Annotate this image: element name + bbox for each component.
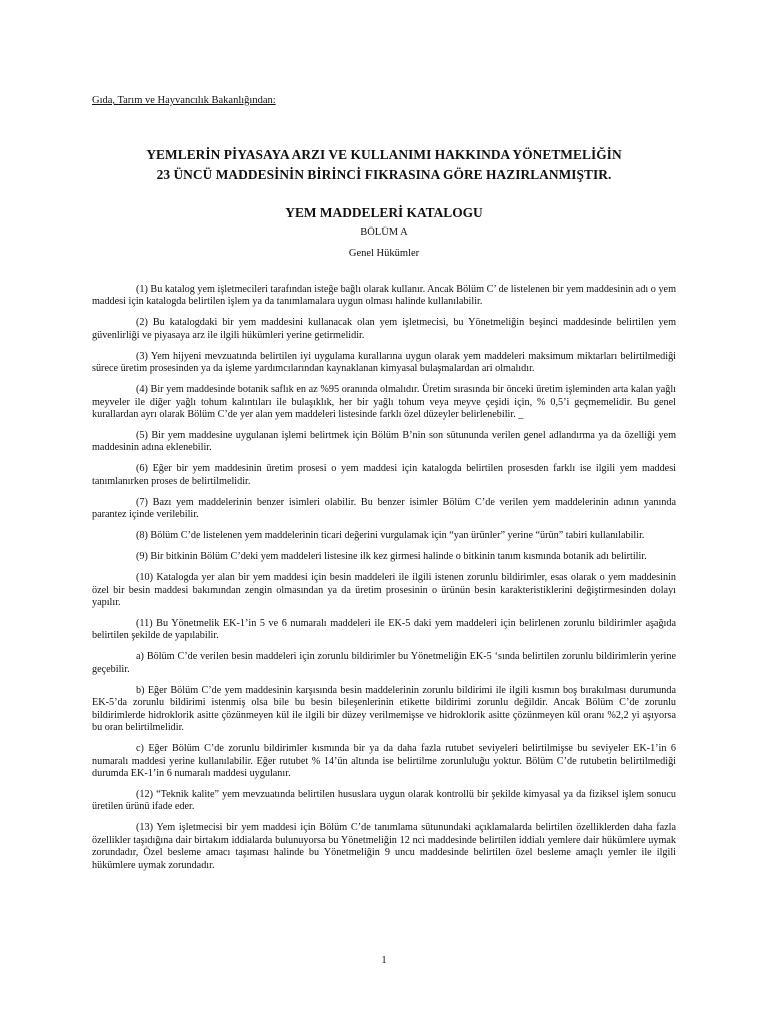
paragraph-9: (9) Bir bitkinin Bölüm C’deki yem maddeleri listesine ilk kez girmesi halinde o bitkinin tanım kısmında botanik adı belirtilir. (136, 551, 647, 563)
paragraph-12: (12) “Teknik kalite” yem mevzuatında belirtilen hususlara uygun olarak kontrollü bir şekilde kimyasal ya da fiziksel işlem sonucu üretilen ürünü ifade eder. (92, 788, 676, 813)
regulation-title-line-2: 23 ÜNCÜ MADDESİNİN BİRİNCİ FIKRASINA GÖRE HAZIRLANMIŞTIR. (156, 167, 612, 182)
paragraph-6: (6) Eğer bir yem maddesinin üretim prosesi o yem maddesi için katalogda belirtilen prosesden farklı ise ilgili yem maddesi tanımlanırken proses de belirtilmelidir. (92, 463, 676, 487)
paragraph-1: (1) Bu katalog yem işletmecileri tarafından isteğe bağlı olarak kullanır. Ancak Bölüm C’ de listelenen bir yem maddesinin adı o yem maddesi için katalogda belirtilen işlem ya da tanımlamalara uygun olması halinde kullanılabilir. (92, 284, 676, 308)
paragraph-10: (10) Katalogda yer alan bir yem maddesi için besin maddeleri ile ilgili istenen zorunlu bildirimler, esas olarak o yem maddesinin özel bir besin maddesi bakımından zengin olmasından ya da üretim prosesinin o ürünün besin karakteristiklerini değiştirmesinden dolayı yapılır. (92, 572, 676, 609)
paragraph-5: (5) Bir yem maddesine uygulanan işlemi belirtmek için Bölüm B’nin son sütununda verilen genel adlandırma ya da özelliği yem maddesinin adına eklenebilir. (92, 430, 676, 454)
paragraph-11c: c) Eğer Bölüm C’de zorunlu bildirimler kısmında bir ya da daha fazla rutubet seviyeleri belirtilmişse bu seviyeler EK-1’in 6 numaralı maddesi yerine kullanılabilir. Eğer rutubet % 14’ün altında ise belirtilme zorunluluğu yoktur. Bölüm C’de rutubetin belirtilmediği durumda EK-1’in 6 numaralı maddesi uygulanır. (92, 743, 676, 779)
regulation-title-line-1: YEMLERİN PİYASAYA ARZI VE KULLANIMI HAKKINDA YÖNETMELİĞİN (146, 147, 622, 162)
ministry-heading: Gıda, Tarım ve Hayvancılık Bakanlığından: (92, 95, 276, 106)
paragraph-7: (7) Bazı yem maddelerinin benzer isimleri olabilir. Bu benzer isimler Bölüm C’de verilen yem maddelerinin adının yanında parantez içinde verilebilir. (92, 496, 676, 521)
paragraph-13: (13) Yem işletmecisi bir yem maddesi için Bölüm C’de tanımlama sütunundaki açıklamalarda belirtilen özelliklerden daha fazla özellikler taşıdığına dair birtakım iddialarda bulunuyorsa bu Yönetmeliğin 12 nci maddesinde belirtilen iddialı yemlere dair hükümlere uymak zorundadır, Özel besleme amacı taşıması halinde bu Yönetmeliğin 9 uncu maddesinde belirtilen özel besleme amaçlı yemler ile ilgili hükümlere uymak zorundadır. (92, 822, 676, 871)
document-page (92, 94, 676, 881)
regulation-title (92, 145, 676, 185)
paragraph-3: (3) Yem hijyeni mevzuatında belirtilen iyi uygulama kurallarına uygun olarak yem maddeleri maksimum miktarları belirtilmediği sürece üretim prosesinden ya da işleme yardımcılarından kaynaklanan kimyasal bulaşmalardan ari olmalıdır. (92, 350, 676, 375)
paragraph-11b: b) Eğer Bölüm C’de yem maddesinin karşısında besin maddelerinin zorunlu bildirimi ile ilgili kısmın boş bırakılması durumunda EK-5’da zorunlu bildirimi istenmiş olsa bile bu besin bileşenlerinin etikette bildirimi zorunlu değildir. Ancak Bölüm C’de zorunlu bildirimlerde hidroklorik asitte çözünmeyen kül ile ilgili bir düzey verilmemişse ve hidroklorik asitte çözünmeyen kül oranı %2,2 yi aşıyorsa bu oran belirtilmelidir. (92, 684, 676, 734)
catalog-title: YEM MADDELERİ KATALOGU (285, 205, 483, 220)
subsection-label: Genel Hükümler (348, 248, 420, 259)
paragraph-2: (2) Bu katalogdaki bir yem maddesini kullanacak olan yem işletmecisi, bu Yönetmeliğin beşinci maddesinde belirtilen yem güvenlirliği ve piyasaya arz ile ilgili hükümleri yerine getirmelidir. (92, 317, 676, 341)
paragraph-11a: a) Bölüm C’de verilen besin maddeleri için zorunlu bildirimler bu Yönetmeliğin EK-5 ‘sında belirtilen zorunlu bildirimlerin yerine geçebilir. (92, 651, 676, 675)
paragraph-list (92, 284, 676, 872)
paragraph-4: (4) Bir yem maddesinde botanik saflık en az %95 oranında olmalıdır. Üretim sırasında bir önceki üretim işleminden arta kalan yağlı meyveler ile diğer yağlı tohum kalıntıları ile bulaşıklık, her bir yağlı tohum veya meyve çeşidi için, % 0,5’i geçmemelidir. Bu genel kurallardan ayrı olarak Bölüm C’de yer alan yem maddeleri listesinde farklı özel düzeyler belirlenebilir. _ (92, 384, 676, 421)
section-label: BÖLÜM A (360, 227, 408, 238)
page-number: 1 (381, 955, 387, 966)
paragraph-8: (8) Bölüm C’de listelenen yem maddelerinin ticari değerini vurgulamak için “yan ürünler” yerine “ürün” tabiri kullanılabilir. (136, 530, 645, 542)
paragraph-11: (11) Bu Yönetmelik EK-1’in 5 ve 6 numaralı maddeleri ile EK-5 daki yem maddeleri için belirlenen zorunlu bildirimler aşağıda belirtilen şekilde de yapılabilir. (92, 618, 676, 642)
